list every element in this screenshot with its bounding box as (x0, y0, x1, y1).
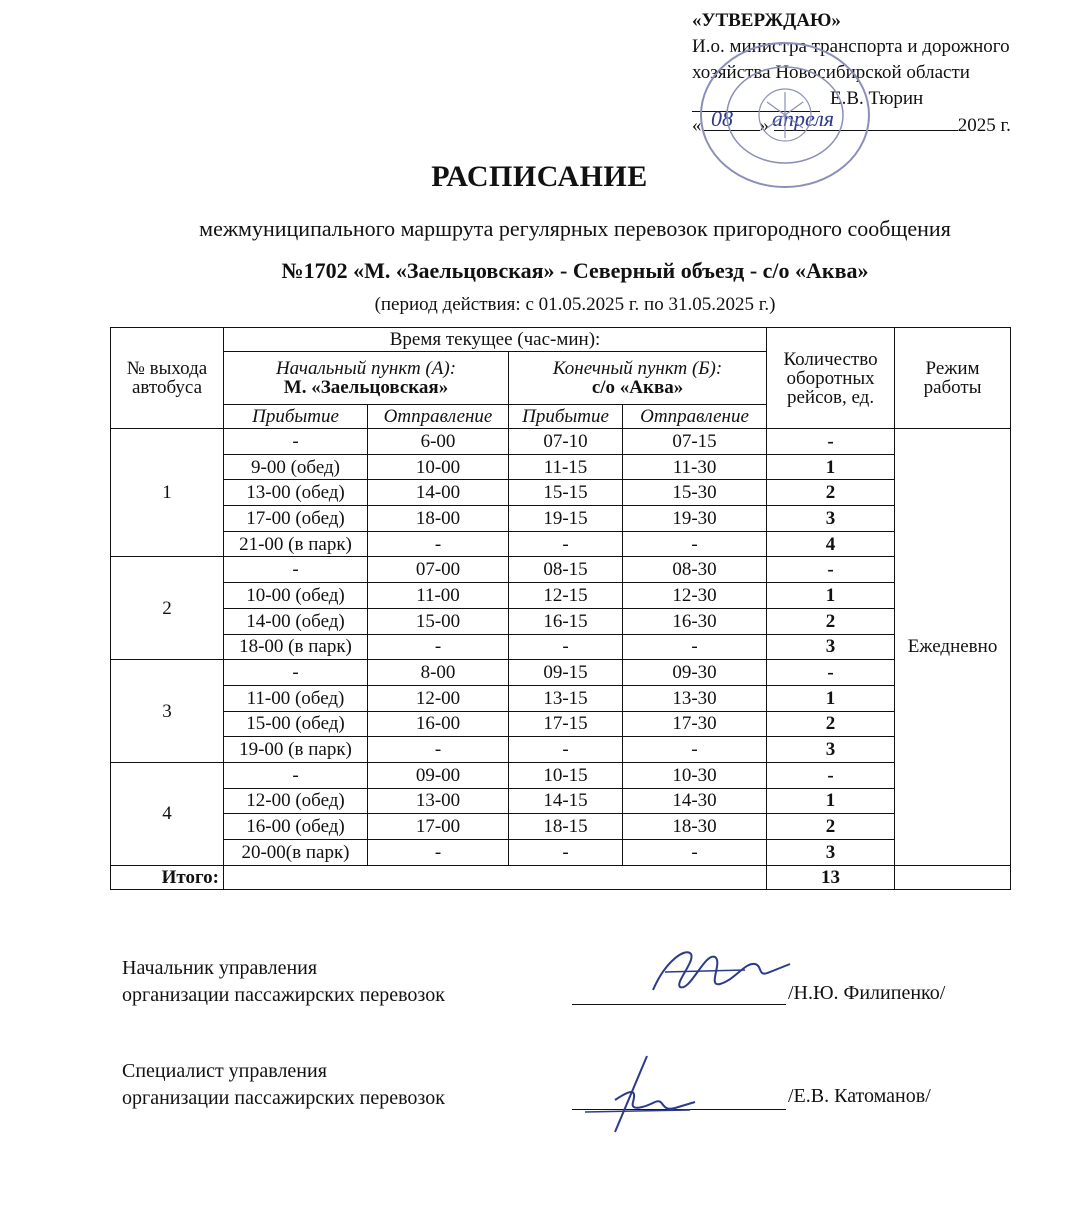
cell-b-departure: 09-30 (623, 660, 767, 686)
cell-b-arrival: 19-15 (509, 506, 623, 532)
cell-trips: 3 (767, 840, 895, 866)
cell-a-departure: 6-00 (368, 429, 509, 455)
signer-1-signature-line (572, 1004, 786, 1005)
cell-a-arrival: 20-00(в парк) (224, 840, 368, 866)
cell-b-departure: - (623, 531, 767, 557)
signer-2-signature-line (572, 1109, 786, 1110)
point-a-label: Начальный пункт (А): (275, 358, 457, 379)
table-row (111, 480, 1011, 506)
approval-heading: «УТВЕРЖДАЮ» (692, 10, 841, 31)
cell-trips: 3 (767, 737, 895, 763)
header-point-a (224, 352, 509, 405)
signer-1-name: /Н.Ю. Филипенко/ (788, 982, 946, 1004)
header-mode: Режим работы (895, 328, 1011, 429)
approval-signature-line (692, 86, 1072, 112)
cell-trips: 1 (767, 583, 895, 609)
cell-b-arrival: 09-15 (509, 660, 623, 686)
cell-b-arrival: 16-15 (509, 608, 623, 634)
cell-b-arrival: 18-15 (509, 814, 623, 840)
total-value: 13 (767, 865, 895, 889)
header-exit: № выхода автобуса (111, 328, 224, 429)
exit-number: 3 (111, 660, 224, 763)
cell-trips: 1 (767, 454, 895, 480)
table-row (111, 634, 1011, 660)
cell-a-departure: 8-00 (368, 660, 509, 686)
approval-line-2: хозяйства Новосибирской области (692, 62, 970, 83)
header-b-departure: Отправление (623, 405, 767, 429)
approval-date-line (692, 106, 1072, 139)
cell-a-arrival: 10-00 (обед) (224, 583, 368, 609)
document-subtitle: межмуниципального маршрута регулярных перевозок пригородного сообщения (199, 216, 951, 241)
signer-2-title-line-1: Специалист управления (122, 1060, 327, 1082)
cell-a-departure: 15-00 (368, 608, 509, 634)
signature-2 (575, 1052, 700, 1142)
cell-a-departure: 11-00 (368, 583, 509, 609)
cell-b-arrival: - (509, 531, 623, 557)
cell-a-departure: 09-00 (368, 762, 509, 788)
date-year: 2025 г. (957, 115, 1011, 136)
cell-trips: 1 (767, 685, 895, 711)
table-row (111, 840, 1011, 866)
cell-a-departure: - (368, 531, 509, 557)
signer-1-title-line-2: организации пассажирских перевозок (122, 984, 445, 1006)
total-label: Итого: (111, 865, 224, 889)
cell-b-departure: 13-30 (623, 685, 767, 711)
cell-b-arrival: 17-15 (509, 711, 623, 737)
cell-trips: - (767, 429, 895, 455)
header-a-departure: Отправление (368, 405, 509, 429)
document-title: РАСПИСАНИЕ (431, 160, 648, 193)
exit-number: 2 (111, 557, 224, 660)
point-a-name: М. «Заельцовская» (283, 377, 449, 398)
table-row (111, 531, 1011, 557)
header-a-arrival: Прибытие (224, 405, 368, 429)
cell-b-arrival: 11-15 (509, 454, 623, 480)
cell-a-arrival: - (224, 762, 368, 788)
cell-b-departure: - (623, 840, 767, 866)
signer-1-title (122, 955, 445, 1009)
cell-a-arrival: 14-00 (обед) (224, 608, 368, 634)
cell-a-departure: 12-00 (368, 685, 509, 711)
cell-trips: 1 (767, 788, 895, 814)
table-row (111, 454, 1011, 480)
approval-line-1: И.о. министра транспорта и дорожного (692, 36, 1010, 57)
cell-a-departure: 10-00 (368, 454, 509, 480)
cell-b-departure: 14-30 (623, 788, 767, 814)
schedule-table (110, 327, 1011, 890)
header-current-time: Время текущее (час-мин): (224, 328, 767, 352)
approval-signer: Е.В. Тюрин (830, 88, 924, 109)
validity-period: (период действия: с 01.05.2025 г. по 31.05.2025 г.) (374, 294, 776, 315)
date-open-quote: « (692, 115, 702, 136)
cell-b-departure: 12-30 (623, 583, 767, 609)
table-row (111, 788, 1011, 814)
signature-1 (645, 942, 795, 1002)
cell-b-departure: 18-30 (623, 814, 767, 840)
table-row (111, 660, 1011, 686)
exit-number: 4 (111, 762, 224, 865)
cell-b-arrival: - (509, 634, 623, 660)
cell-trips: 2 (767, 711, 895, 737)
cell-trips: 3 (767, 506, 895, 532)
cell-trips: 2 (767, 608, 895, 634)
table-row (111, 429, 1011, 455)
point-b-label: Конечный пункт (Б): (552, 358, 723, 379)
cell-b-departure: 19-30 (623, 506, 767, 532)
cell-a-departure: - (368, 634, 509, 660)
table-row (111, 583, 1011, 609)
total-empty (224, 865, 767, 889)
route-name: №1702 «М. «Заельцовская» - Северный объезд - с/о «Аква» (281, 258, 869, 283)
cell-a-departure: 14-00 (368, 480, 509, 506)
approval-block (692, 8, 1072, 139)
cell-b-departure: 16-30 (623, 608, 767, 634)
total-mode-empty (895, 865, 1011, 889)
cell-b-departure: 10-30 (623, 762, 767, 788)
cell-trips: 2 (767, 814, 895, 840)
header-point-b (509, 352, 767, 405)
cell-b-arrival: 07-10 (509, 429, 623, 455)
cell-a-arrival: 9-00 (обед) (224, 454, 368, 480)
table-row (111, 762, 1011, 788)
date-close-quote: » (759, 115, 769, 136)
handwritten-month: апреля (772, 106, 835, 131)
signer-1-title-line-1: Начальник управления (122, 957, 318, 979)
cell-b-departure: 07-15 (623, 429, 767, 455)
cell-a-arrival: 21-00 (в парк) (224, 531, 368, 557)
cell-b-arrival: 10-15 (509, 762, 623, 788)
table-row (111, 814, 1011, 840)
exit-number: 1 (111, 429, 224, 557)
cell-a-arrival: 12-00 (обед) (224, 788, 368, 814)
signer-2-title-line-2: организации пассажирских перевозок (122, 1087, 445, 1109)
cell-a-departure: 13-00 (368, 788, 509, 814)
cell-a-arrival: 17-00 (обед) (224, 506, 368, 532)
cell-trips: - (767, 660, 895, 686)
signer-2-title (122, 1058, 445, 1112)
cell-a-departure: 07-00 (368, 557, 509, 583)
point-b-name: с/о «Аква» (591, 377, 684, 398)
header-trips: Количество оборотных рейсов, ед. (767, 328, 895, 429)
cell-a-departure: - (368, 737, 509, 763)
cell-a-arrival: 18-00 (в парк) (224, 634, 368, 660)
cell-trips: - (767, 557, 895, 583)
cell-b-departure: 11-30 (623, 454, 767, 480)
cell-b-departure: - (623, 634, 767, 660)
cell-a-departure: 18-00 (368, 506, 509, 532)
cell-a-arrival: - (224, 429, 368, 455)
signer-2-name: /Е.В. Катоманов/ (788, 1085, 931, 1107)
cell-trips: - (767, 762, 895, 788)
work-mode: Ежедневно (895, 429, 1011, 866)
cell-trips: 2 (767, 480, 895, 506)
table-row (111, 737, 1011, 763)
cell-b-arrival: 08-15 (509, 557, 623, 583)
cell-a-departure: 17-00 (368, 814, 509, 840)
cell-trips: 3 (767, 634, 895, 660)
cell-b-departure: 15-30 (623, 480, 767, 506)
header-b-arrival: Прибытие (509, 405, 623, 429)
cell-a-departure: 16-00 (368, 711, 509, 737)
cell-a-arrival: - (224, 660, 368, 686)
cell-trips: 4 (767, 531, 895, 557)
cell-b-arrival: 14-15 (509, 788, 623, 814)
cell-b-departure: 17-30 (623, 711, 767, 737)
schedule-body (111, 429, 1011, 866)
cell-b-arrival: 12-15 (509, 583, 623, 609)
cell-b-arrival: 13-15 (509, 685, 623, 711)
handwritten-day: 08 (711, 106, 733, 131)
cell-a-arrival: - (224, 557, 368, 583)
table-row (111, 557, 1011, 583)
cell-b-departure: - (623, 737, 767, 763)
table-row (111, 685, 1011, 711)
cell-a-departure: - (368, 840, 509, 866)
cell-a-arrival: 13-00 (обед) (224, 480, 368, 506)
table-row (111, 711, 1011, 737)
cell-b-arrival: - (509, 840, 623, 866)
table-row (111, 608, 1011, 634)
table-row (111, 506, 1011, 532)
cell-b-arrival: 15-15 (509, 480, 623, 506)
cell-b-arrival: - (509, 737, 623, 763)
cell-b-departure: 08-30 (623, 557, 767, 583)
cell-a-arrival: 16-00 (обед) (224, 814, 368, 840)
cell-a-arrival: 11-00 (обед) (224, 685, 368, 711)
cell-a-arrival: 19-00 (в парк) (224, 737, 368, 763)
cell-a-arrival: 15-00 (обед) (224, 711, 368, 737)
